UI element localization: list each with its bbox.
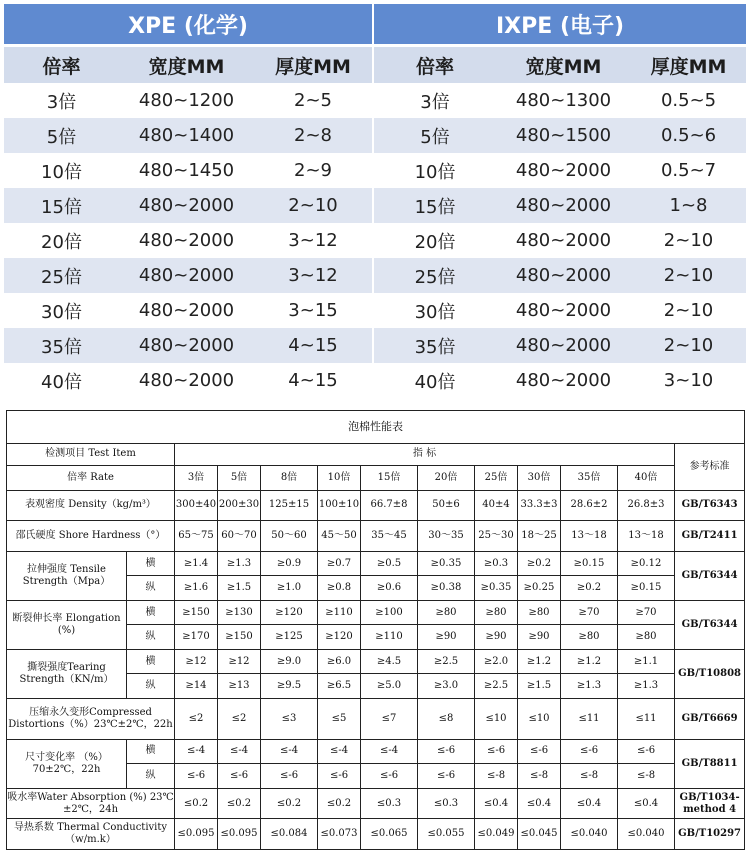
table-row	[7, 600, 745, 625]
table-cell: 4~15	[254, 363, 374, 398]
test-item-name: 拉伸强度 Tensile Strength（Mpa）	[7, 551, 127, 600]
value-cell: ≤-8	[561, 764, 618, 789]
value-cell: ≤0.2	[218, 788, 261, 819]
table-row	[7, 551, 745, 576]
test-item-name: 邵氏硬度 Shore Hardness（°）	[7, 521, 175, 552]
value-cell: ≥13	[218, 674, 261, 699]
value-cell: ≥150	[218, 625, 261, 650]
table-title: 泡棉性能表	[7, 411, 745, 444]
value-cell: 300±40	[175, 490, 218, 521]
table-cell: 1~8	[631, 188, 746, 223]
table-cell: 30倍	[4, 293, 119, 328]
table-cell: 480~1400	[119, 118, 254, 153]
table-cell: 2~10	[631, 293, 746, 328]
value-cell: 25～30	[475, 521, 518, 552]
value-cell: ≤0.2	[175, 788, 218, 819]
value-cell: ≤0.4	[518, 788, 561, 819]
value-cell: ≥1.2	[561, 649, 618, 674]
table-cell: 480~2000	[119, 188, 254, 223]
value-cell: ≤-4	[261, 739, 318, 764]
value-cell: ≥2.5	[418, 649, 475, 674]
table-row	[7, 819, 745, 850]
table-cell: 480~2000	[119, 328, 254, 363]
table-cell: 35倍	[4, 328, 119, 363]
rate-header-cell: 35倍	[561, 466, 618, 491]
value-cell: ≥9.0	[261, 649, 318, 674]
value-cell: ≥1.3	[618, 674, 675, 699]
value-cell: ≥110	[361, 625, 418, 650]
value-cell: ≤0.045	[518, 819, 561, 850]
test-item-name: 表观密度 Density（kg/m³）	[7, 490, 175, 521]
value-cell: ≥1.5	[218, 576, 261, 601]
value-cell: ≥80	[561, 625, 618, 650]
value-cell: ≥1.6	[175, 576, 218, 601]
col-header-thickness: 厚度MM	[254, 44, 374, 83]
table-row	[4, 83, 746, 118]
test-item-name: 吸水率Water Absorption (%) 23℃±2℃，24h	[7, 788, 175, 819]
table-cell: 480~2000	[496, 363, 631, 398]
value-cell: ≤-6	[561, 739, 618, 764]
rate-header-cell: 5倍	[218, 466, 261, 491]
value-cell: ≥0.15	[618, 576, 675, 601]
rate-header-cell: 30倍	[518, 466, 561, 491]
table-row	[4, 118, 746, 153]
value-cell: ≥14	[175, 674, 218, 699]
table-row	[4, 328, 746, 363]
table-cell: 0.5~6	[631, 118, 746, 153]
value-cell: ≤-4	[218, 739, 261, 764]
value-cell: ≥125	[261, 625, 318, 650]
direction-label: 纵	[127, 764, 175, 789]
table-cell: 480~2000	[496, 293, 631, 328]
direction-label: 横	[127, 600, 175, 625]
test-item-name: 断裂伸长率 Elongation (%)	[7, 600, 127, 649]
value-cell: ≤-4	[361, 739, 418, 764]
value-cell: ≤0.049	[475, 819, 518, 850]
value-cell: ≥170	[175, 625, 218, 650]
table-cell: 15倍	[4, 188, 119, 223]
value-cell: ≥5.0	[361, 674, 418, 699]
value-cell: ≥90	[475, 625, 518, 650]
table-cell: 4~15	[254, 328, 374, 363]
table-cell: 2~5	[254, 83, 374, 118]
table-cell: 2~10	[631, 258, 746, 293]
direction-label: 纵	[127, 674, 175, 699]
value-cell: ≥0.5	[361, 551, 418, 576]
value-cell: ≥1.1	[618, 649, 675, 674]
value-cell: ≥0.38	[418, 576, 475, 601]
reference-standard: GB/T6344	[675, 551, 745, 600]
value-cell: 65～75	[175, 521, 218, 552]
table-cell: 20倍	[4, 223, 119, 258]
table-cell: 480~2000	[496, 223, 631, 258]
value-cell: ≥120	[261, 600, 318, 625]
table-cell: 25倍	[4, 258, 119, 293]
value-cell: ≤-6	[218, 764, 261, 789]
value-cell: ≥0.2	[561, 576, 618, 601]
value-cell: 26.8±3	[618, 490, 675, 521]
value-cell: ≥110	[318, 600, 361, 625]
value-cell: ≤10	[475, 698, 518, 739]
value-cell: ≤-6	[418, 739, 475, 764]
value-cell: ≥6.5	[318, 674, 361, 699]
value-cell: ≥80	[475, 600, 518, 625]
value-cell: ≥130	[218, 600, 261, 625]
reference-standard: GB/T6344	[675, 600, 745, 649]
value-cell: 33.3±3	[518, 490, 561, 521]
value-cell: ≥0.35	[418, 551, 475, 576]
table-row	[4, 363, 746, 398]
test-item-header: 检测项目 Test Item	[7, 443, 175, 465]
size-spec-table	[4, 4, 746, 398]
col-header-width: 宽度MM	[119, 44, 254, 83]
rate-header-cell: 20倍	[418, 466, 475, 491]
table-cell: 480~1500	[496, 118, 631, 153]
table-row	[7, 698, 745, 739]
indicator-header: 指 标	[175, 443, 675, 465]
value-cell: 18～25	[518, 521, 561, 552]
value-cell: ≤0.2	[261, 788, 318, 819]
table-cell: 10倍	[4, 153, 119, 188]
value-cell: ≤0.2	[318, 788, 361, 819]
table-cell: 480~1200	[119, 83, 254, 118]
rate-header-cell: 15倍	[361, 466, 418, 491]
table-row	[7, 490, 745, 521]
value-cell: ≥0.2	[518, 551, 561, 576]
table-row	[7, 649, 745, 674]
table-cell: 480~2000	[119, 363, 254, 398]
table-cell: 3~12	[254, 223, 374, 258]
value-cell: 13～18	[618, 521, 675, 552]
rate-header-cell: 3倍	[175, 466, 218, 491]
value-cell: ≤0.095	[218, 819, 261, 850]
table-cell: 40倍	[374, 363, 496, 398]
table-cell: 10倍	[374, 153, 496, 188]
value-cell: ≤2	[175, 698, 218, 739]
value-cell: ≤-6	[418, 764, 475, 789]
value-cell: ≥90	[418, 625, 475, 650]
reference-header: 参考标准	[675, 443, 745, 490]
value-cell: ≥4.5	[361, 649, 418, 674]
reference-standard: GB/T6343	[675, 490, 745, 521]
value-cell: 13～18	[561, 521, 618, 552]
value-cell: ≥2.0	[475, 649, 518, 674]
value-cell: ≤0.4	[475, 788, 518, 819]
value-cell: ≤10	[518, 698, 561, 739]
reference-standard: GB/T10297	[675, 819, 745, 850]
value-cell: ≤-4	[318, 739, 361, 764]
reference-standard: GB/T6669	[675, 698, 745, 739]
rate-header-cell: 8倍	[261, 466, 318, 491]
value-cell: 45～50	[318, 521, 361, 552]
value-cell: ≤-4	[175, 739, 218, 764]
value-cell: ≤0.040	[561, 819, 618, 850]
value-cell: ≥9.5	[261, 674, 318, 699]
value-cell: 28.6±2	[561, 490, 618, 521]
value-cell: ≥80	[518, 600, 561, 625]
table-cell: 15倍	[374, 188, 496, 223]
value-cell: 60～70	[218, 521, 261, 552]
direction-label: 横	[127, 551, 175, 576]
value-cell: ≤-6	[361, 764, 418, 789]
table-cell: 480~1450	[119, 153, 254, 188]
value-cell: ≥120	[318, 625, 361, 650]
value-cell: ≥12	[175, 649, 218, 674]
value-cell: ≤0.055	[418, 819, 475, 850]
value-cell: ≥2.5	[475, 674, 518, 699]
table-row	[4, 188, 746, 223]
test-item-name: 尺寸变化率 （%）70±2℃，22h	[7, 739, 127, 788]
table-cell: 20倍	[374, 223, 496, 258]
table-cell: 2~8	[254, 118, 374, 153]
value-cell: ≤0.4	[561, 788, 618, 819]
table-cell: 480~2000	[496, 258, 631, 293]
test-item-name: 导热系数 Thermal Conductivity（w/m.k）	[7, 819, 175, 850]
table-cell: 0.5~7	[631, 153, 746, 188]
value-cell: 50～60	[261, 521, 318, 552]
value-cell: ≥150	[175, 600, 218, 625]
table-cell: 3倍	[4, 83, 119, 118]
table-row	[4, 293, 746, 328]
foam-performance-table	[6, 410, 745, 850]
value-cell: ≥80	[618, 625, 675, 650]
col-header-rate: 倍率	[374, 44, 496, 83]
value-cell: ≥80	[418, 600, 475, 625]
value-cell: ≥1.5	[518, 674, 561, 699]
value-cell: ≥6.0	[318, 649, 361, 674]
value-cell: ≤-6	[175, 764, 218, 789]
value-cell: ≥1.3	[561, 674, 618, 699]
value-cell: ≤0.084	[261, 819, 318, 850]
value-cell: ≤11	[618, 698, 675, 739]
value-cell: ≥0.7	[318, 551, 361, 576]
direction-label: 横	[127, 649, 175, 674]
value-cell: ≤-8	[618, 764, 675, 789]
table-row	[4, 258, 746, 293]
table-cell: 480~2000	[496, 153, 631, 188]
table-row	[7, 788, 745, 819]
value-cell: ≥1.3	[218, 551, 261, 576]
value-cell: 50±6	[418, 490, 475, 521]
value-cell: ≤-8	[475, 764, 518, 789]
value-cell: 125±15	[261, 490, 318, 521]
value-cell: ≤0.095	[175, 819, 218, 850]
value-cell: ≤-8	[518, 764, 561, 789]
value-cell: ≥100	[361, 600, 418, 625]
value-cell: 100±10	[318, 490, 361, 521]
table-cell: 5倍	[374, 118, 496, 153]
value-cell: ≥70	[618, 600, 675, 625]
value-cell: ≥70	[561, 600, 618, 625]
table-cell: 2~9	[254, 153, 374, 188]
table-cell: 480~2000	[119, 223, 254, 258]
ixpe-title: IXPE (电子)	[374, 4, 746, 44]
value-cell: ≥1.4	[175, 551, 218, 576]
rate-header-cell: 25倍	[475, 466, 518, 491]
table-cell: 40倍	[4, 363, 119, 398]
value-cell: ≤7	[361, 698, 418, 739]
value-cell: ≤0.073	[318, 819, 361, 850]
table-row	[7, 521, 745, 552]
reference-standard: GB/T2411	[675, 521, 745, 552]
table-cell: 3~10	[631, 363, 746, 398]
table-cell: 480~2000	[119, 293, 254, 328]
value-cell: ≥0.6	[361, 576, 418, 601]
direction-label: 横	[127, 739, 175, 764]
value-cell: ≤0.065	[361, 819, 418, 850]
xpe-title: XPE (化学)	[4, 4, 374, 44]
table-cell: 25倍	[374, 258, 496, 293]
reference-standard: GB/T10808	[675, 649, 745, 698]
table-cell: 2~10	[631, 223, 746, 258]
direction-label: 纵	[127, 576, 175, 601]
reference-standard: GB/T1034-method 4	[675, 788, 745, 819]
table-row	[7, 739, 745, 764]
value-cell: ≤-6	[261, 764, 318, 789]
value-cell: 66.7±8	[361, 490, 418, 521]
table-cell: 3~15	[254, 293, 374, 328]
value-cell: ≤5	[318, 698, 361, 739]
value-cell: ≥0.25	[518, 576, 561, 601]
table-cell: 35倍	[374, 328, 496, 363]
value-cell: ≥0.8	[318, 576, 361, 601]
col-header-rate: 倍率	[4, 44, 119, 83]
value-cell: ≤11	[561, 698, 618, 739]
table-row	[4, 153, 746, 188]
value-cell: ≥1.0	[261, 576, 318, 601]
value-cell: 40±4	[475, 490, 518, 521]
table-cell: 480~1300	[496, 83, 631, 118]
table-cell: 2~10	[254, 188, 374, 223]
value-cell: ≤0.3	[361, 788, 418, 819]
value-cell: ≤0.3	[418, 788, 475, 819]
table-cell: 30倍	[374, 293, 496, 328]
rate-label: 倍率 Rate	[7, 466, 175, 491]
rate-header-cell: 10倍	[318, 466, 361, 491]
value-cell: 35～45	[361, 521, 418, 552]
value-cell: ≥12	[218, 649, 261, 674]
reference-standard: GB/T8811	[675, 739, 745, 788]
value-cell: ≤0.4	[618, 788, 675, 819]
value-cell: ≤-6	[618, 739, 675, 764]
value-cell: ≥3.0	[418, 674, 475, 699]
value-cell: ≤-6	[475, 739, 518, 764]
value-cell: ≥0.9	[261, 551, 318, 576]
table-cell: 3倍	[374, 83, 496, 118]
col-header-width: 宽度MM	[496, 44, 631, 83]
table-cell: 480~2000	[496, 188, 631, 223]
col-header-thickness: 厚度MM	[631, 44, 746, 83]
test-item-name: 撕裂强度Tearing Strength（KN/m）	[7, 649, 127, 698]
value-cell: ≥0.3	[475, 551, 518, 576]
value-cell: 30～35	[418, 521, 475, 552]
value-cell: ≤0.040	[618, 819, 675, 850]
table-row	[4, 223, 746, 258]
value-cell: 200±30	[218, 490, 261, 521]
table-cell: 5倍	[4, 118, 119, 153]
table-cell: 3~12	[254, 258, 374, 293]
rate-header-cell: 40倍	[618, 466, 675, 491]
value-cell: ≤3	[261, 698, 318, 739]
value-cell: ≤-6	[518, 739, 561, 764]
value-cell: ≥0.35	[475, 576, 518, 601]
table-cell: 480~2000	[119, 258, 254, 293]
value-cell: ≤2	[218, 698, 261, 739]
direction-label: 纵	[127, 625, 175, 650]
test-item-name: 压缩永久变形Compressed Distortions（%）23℃±2℃，22h	[7, 698, 175, 739]
value-cell: ≥0.12	[618, 551, 675, 576]
table-cell: 0.5~5	[631, 83, 746, 118]
value-cell: ≤-6	[318, 764, 361, 789]
table-cell: 480~2000	[496, 328, 631, 363]
table-cell: 2~10	[631, 328, 746, 363]
value-cell: ≥90	[518, 625, 561, 650]
value-cell: ≥0.15	[561, 551, 618, 576]
value-cell: ≤8	[418, 698, 475, 739]
value-cell: ≥1.2	[518, 649, 561, 674]
